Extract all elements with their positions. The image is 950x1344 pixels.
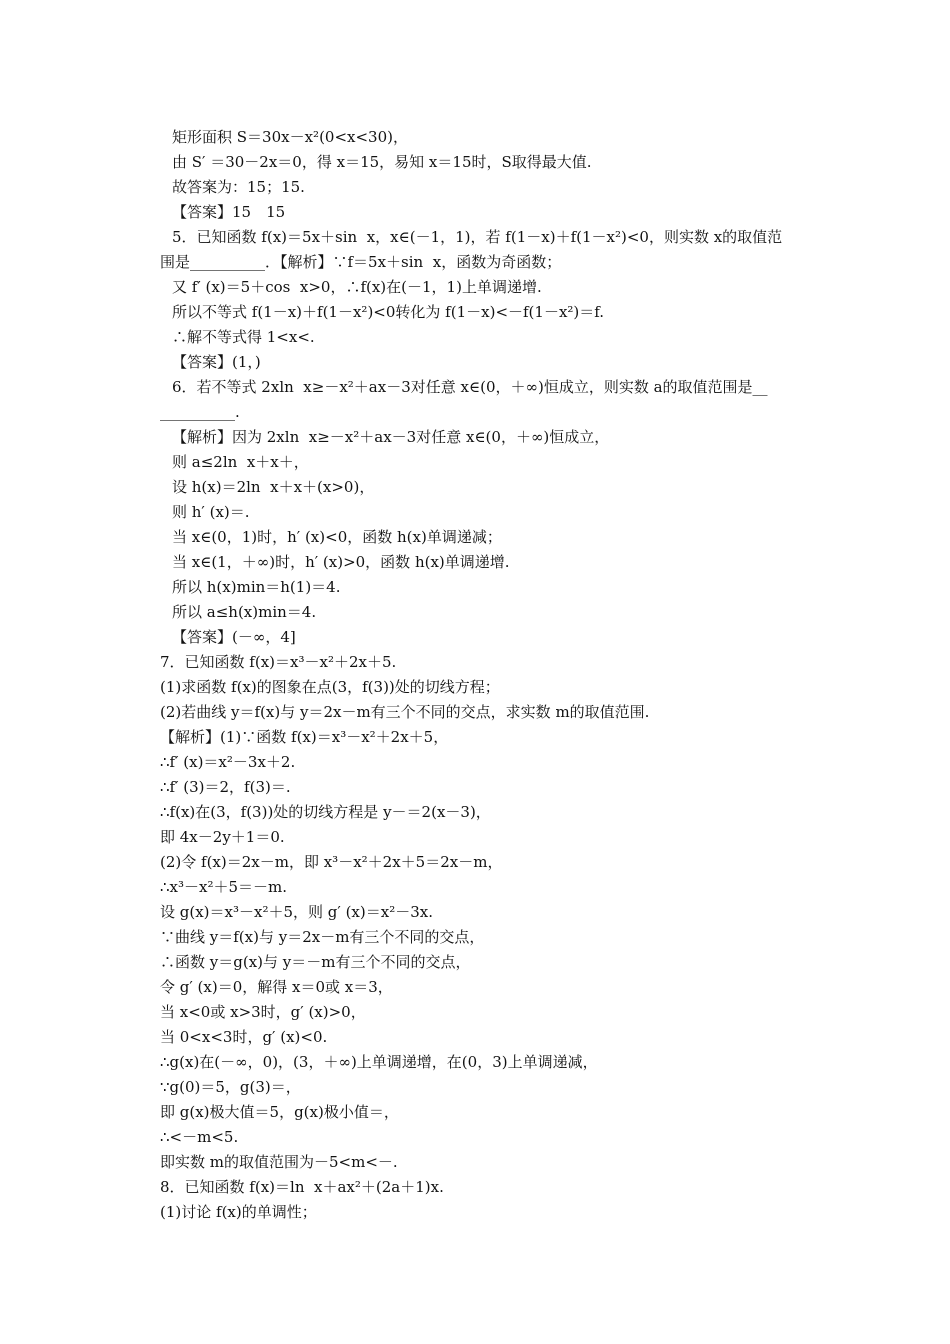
question-8: 8．已知函数 f(x)＝ln x＋ax²＋(2a＋1)x. xyxy=(160,1178,444,1196)
text-line: 围是__________．【解析】∵f＝5x＋sin x，函数为奇函数； xyxy=(160,253,562,271)
answer-line: 【答案】15 15 xyxy=(172,203,286,221)
text-line: ∴f(x)在(3，f(3))处的切线方程是 y－＝2(x－3)， xyxy=(160,803,491,821)
text-line: 则 a≤2ln x＋x＋， xyxy=(172,453,309,471)
text-line: 即 g(x)极大值＝5，g(x)极小值＝， xyxy=(160,1103,399,1121)
text-line: 矩形面积 S＝30x－x²(0<x<30)， xyxy=(172,128,408,146)
text-line: ∴f′ (3)＝2，f(3)＝. xyxy=(160,778,291,796)
question-5: 5．已知函数 f(x)＝5x＋sin x，x∈(－1，1)，若 f(1－x)＋f(1－x²)<0，则实数 x的取值范 xyxy=(172,228,783,246)
text-line: 又 f′ (x)＝5＋cos x>0，∴f(x)在(－1，1)上单调递增. xyxy=(172,278,542,296)
text-line: 由 S′ ＝30－2x＝0，得 x＝15，易知 x＝15时，S取得最大值. xyxy=(172,153,592,171)
text-line: __________. xyxy=(160,403,240,421)
text-line: ∴解不等式得 1<x<. xyxy=(172,328,315,346)
text-line: ∴函数 y＝g(x)与 y＝－m有三个不同的交点， xyxy=(160,953,471,971)
answer-line: 【答案】(1，) xyxy=(172,353,261,371)
text-line: 所以 a≤h(x)min＝4. xyxy=(172,603,317,621)
text-line: 故答案为：15；15. xyxy=(172,178,305,196)
text-line: 即实数 m的取值范围为－5<m<－. xyxy=(160,1153,398,1171)
question-6: 6．若不等式 2xln x≥－x²＋ax－3对任意 x∈(0，＋∞)恒成立，则实数 a的取值范围是__ xyxy=(172,378,768,396)
text-line: ∵曲线 y＝f(x)与 y＝2x－m有三个不同的交点， xyxy=(160,928,485,946)
text-line: ∵g(0)＝5，g(3)＝， xyxy=(160,1078,301,1096)
text-line: 当 0<x<3时，g′ (x)<0. xyxy=(160,1028,328,1046)
text-line: (1)讨论 f(x)的单调性； xyxy=(160,1203,317,1221)
text-line: 所以不等式 f(1－x)＋f(1－x²)<0转化为 f(1－x)<－f(1－x²)＝f. xyxy=(172,303,605,321)
text-line: 令 g′ (x)＝0，解得 x＝0或 x＝3， xyxy=(160,978,393,996)
solution-line: 【解析】因为 2xln x≥－x²＋ax－3对任意 x∈(0，＋∞)恒成立， xyxy=(172,428,610,446)
answer-line: 【答案】(－∞，4] xyxy=(172,628,296,646)
text-line: ∴f′ (x)＝x²－3x＋2. xyxy=(160,753,296,771)
text-line: ∴<－m<5. xyxy=(160,1128,239,1146)
text-line: ∴g(x)在(－∞，0)，(3，＋∞)上单调递增，在(0，3)上单调递减， xyxy=(160,1053,598,1071)
text-line: (1)求函数 f(x)的图象在点(3，f(3))处的切线方程； xyxy=(160,678,500,696)
text-line: (2)若曲线 y＝f(x)与 y＝2x－m有三个不同的交点，求实数 m的取值范围. xyxy=(160,703,650,721)
text-line: 即 4x－2y＋1＝0. xyxy=(160,828,285,846)
text-line: 当 x∈(1，＋∞)时，h′ (x)>0，函数 h(x)单调递增. xyxy=(172,553,510,571)
text-line: 则 h′ (x)＝. xyxy=(172,503,250,521)
question-7: 7．已知函数 f(x)＝x³－x²＋2x＋5. xyxy=(160,653,397,671)
solution-line: 【解析】(1)∵函数 f(x)＝x³－x²＋2x＋5， xyxy=(160,728,449,746)
text-line: ∴x³－x²＋5＝－m. xyxy=(160,878,288,896)
text-line: 当 x∈(0，1)时，h′ (x)<0，函数 h(x)单调递减； xyxy=(172,528,502,546)
text-line: 当 x<0或 x>3时，g′ (x)>0， xyxy=(160,1003,366,1021)
text-line: 所以 h(x)min＝h(1)＝4. xyxy=(172,578,341,596)
text-line: 设 h(x)＝2ln x＋x＋(x>0)， xyxy=(172,478,375,496)
text-line: (2)令 f(x)＝2x－m，即 x³－x²＋2x＋5＝2x－m， xyxy=(160,853,503,871)
text-line: 设 g(x)＝x³－x²＋5，则 g′ (x)＝x²－3x. xyxy=(160,903,433,921)
